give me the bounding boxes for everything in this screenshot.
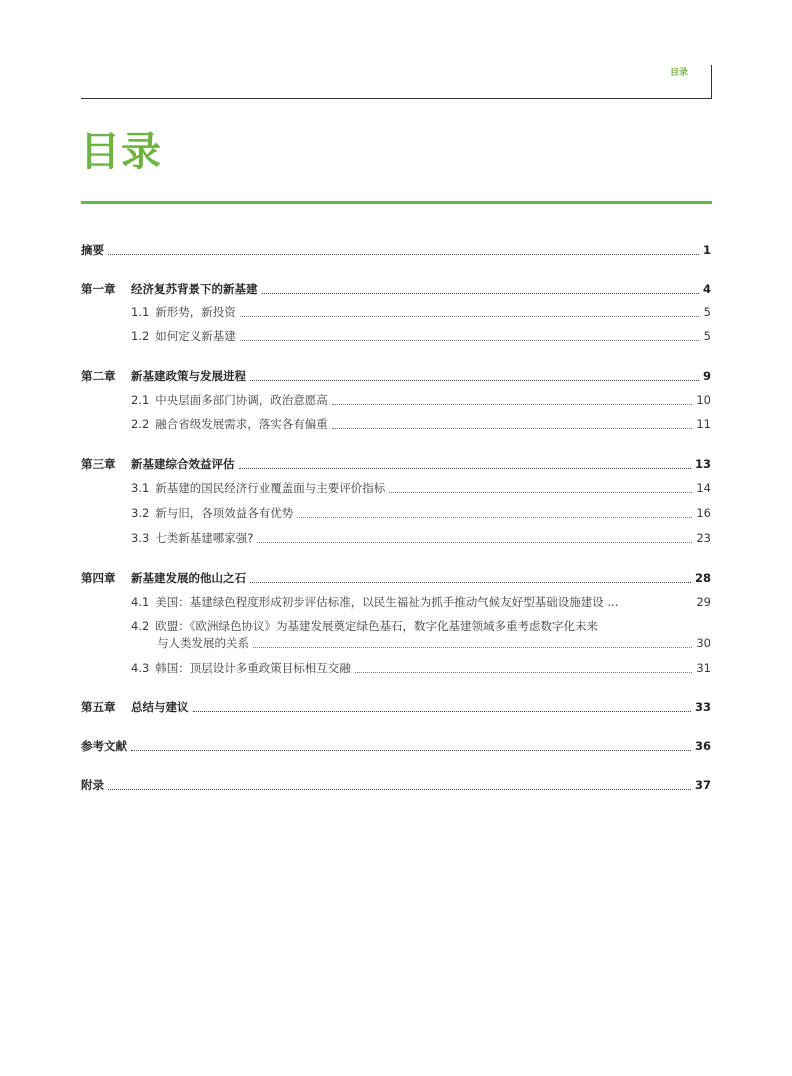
- toc-entry-section-2-2[interactable]: [131, 415, 711, 433]
- toc-entry-title: 附录: [81, 778, 104, 792]
- toc-entry-chapter-2[interactable]: [81, 367, 711, 385]
- section-number: 3.3: [131, 531, 150, 545]
- toc-page-number: 29: [696, 595, 711, 609]
- dot-leader: [389, 491, 692, 493]
- toc-page-number: 30: [696, 636, 711, 650]
- header-vertical-rule: [711, 65, 712, 99]
- section-number: 1.2: [131, 329, 150, 343]
- section-number: 2.2: [131, 417, 150, 431]
- toc-page-number: 5: [703, 305, 711, 319]
- section-number: 2.1: [131, 393, 150, 407]
- toc-entry-title: 新与旧，各项效益各有优势: [155, 506, 294, 520]
- chapter-number: 第四章: [81, 571, 116, 585]
- title-rule: [81, 201, 712, 204]
- toc-entry-title: 如何定义新基建: [155, 329, 236, 343]
- dot-leader: [297, 516, 692, 518]
- toc-page-number: 36: [694, 739, 711, 753]
- toc-entry-section-2-1[interactable]: [131, 391, 711, 409]
- toc-entry-title-continued: 与人类发展的关系: [157, 636, 249, 650]
- toc-entry-title: 新基建发展的他山之石: [131, 571, 246, 585]
- toc-page-number: 31: [696, 661, 711, 675]
- toc-entry-section-4-1[interactable]: [131, 593, 711, 611]
- toc-page-number: 10: [696, 393, 711, 407]
- section-number: 3.2: [131, 506, 150, 520]
- toc-entry-title: 美国：基建绿色程度形成初步评估标准，以民生福祉为抓手推动气候友好型基础设施建设 ...: [155, 595, 619, 609]
- page-title: 目录: [80, 129, 162, 175]
- dot-leader: [257, 541, 692, 543]
- toc-page-number: 5: [703, 329, 711, 343]
- toc-entry-title: 欧盟：《欧洲绿色协议》为基建发展奠定绿色基石，数字化基建领域多重考虑数字化未来: [155, 619, 599, 633]
- chapter-number: 第一章: [81, 282, 116, 296]
- toc-page-number: 1: [702, 243, 711, 257]
- running-header: 目录: [669, 68, 688, 78]
- dot-leader: [253, 646, 692, 648]
- toc-page-number: 14: [696, 481, 711, 495]
- chapter-number: 第二章: [81, 369, 116, 383]
- toc-entry-abstract[interactable]: [81, 241, 711, 259]
- toc-page-number: 13: [694, 457, 711, 471]
- toc-entry-title: 总结与建议: [131, 700, 189, 714]
- toc-entry-section-3-2[interactable]: [131, 504, 711, 522]
- dot-leader: [250, 379, 699, 381]
- toc-entry-title: 摘要: [81, 243, 104, 257]
- toc-entry-section-1-1[interactable]: [131, 303, 711, 321]
- toc-page-number: 33: [694, 700, 711, 714]
- dot-leader: [193, 710, 691, 712]
- chapter-number: 第三章: [81, 457, 116, 471]
- toc-entry-section-3-1[interactable]: [131, 479, 711, 497]
- toc-entry-section-3-3[interactable]: [131, 529, 711, 547]
- toc-entry-appendix[interactable]: [81, 776, 711, 794]
- toc-page-number: 37: [694, 778, 711, 792]
- dot-leader: [332, 403, 693, 405]
- dot-leader: [262, 292, 699, 294]
- toc-entry-title: 新形势，新投资: [155, 305, 236, 319]
- dot-leader: [240, 315, 699, 317]
- toc-entry-chapter-1[interactable]: [81, 280, 711, 298]
- toc-page-number: 4: [702, 282, 711, 296]
- toc-entry-title: 新基建的国民经济行业覆盖面与主要评价指标: [155, 481, 386, 495]
- toc-entry-section-4-2-continuation[interactable]: [157, 634, 711, 652]
- toc-entry-title: 新基建政策与发展进程: [131, 369, 246, 383]
- toc-entry-title: 韩国：顶层设计多重政策目标相互交融: [155, 661, 351, 675]
- section-number: 3.1: [131, 481, 150, 495]
- toc-entry-references[interactable]: [81, 737, 711, 755]
- dot-leader: [108, 253, 699, 255]
- toc-page-number: 28: [694, 571, 711, 585]
- header-rule: [81, 98, 712, 99]
- section-number: 4.3: [131, 661, 150, 675]
- dot-leader: [240, 339, 699, 341]
- dot-leader: [239, 467, 691, 469]
- toc-entry-chapter-5[interactable]: [81, 698, 711, 716]
- toc-entry-section-4-3[interactable]: [131, 659, 711, 677]
- chapter-number: 第五章: [81, 700, 116, 714]
- toc-entry-title: 新基建综合效益评估: [131, 457, 235, 471]
- toc-entry-title: 经济复苏背景下的新基建: [131, 282, 258, 296]
- section-number: 1.1: [131, 305, 150, 319]
- toc-entry-title: 七类新基建哪家强?: [155, 531, 254, 545]
- toc-entry-title: 融合省级发展需求，落实各有偏重: [155, 417, 328, 431]
- toc-page-number: 11: [696, 417, 711, 431]
- dot-leader: [250, 581, 691, 583]
- toc-entry-chapter-4[interactable]: [81, 569, 711, 587]
- toc-entry-section-4-2[interactable]: [131, 617, 711, 635]
- toc-page-number: 23: [696, 531, 711, 545]
- dot-leader: [355, 671, 693, 673]
- toc-entry-section-1-2[interactable]: [131, 327, 711, 345]
- toc-entry-chapter-3[interactable]: [81, 455, 711, 473]
- dot-leader: [108, 788, 691, 790]
- toc-page-number: 9: [702, 369, 711, 383]
- section-number: 4.1: [131, 595, 150, 609]
- dot-leader: [131, 749, 691, 751]
- toc-entry-title: 中央层面多部门协调，政治意愿高: [155, 393, 328, 407]
- dot-leader: [332, 427, 693, 429]
- toc-entry-title: 参考文献: [81, 739, 127, 753]
- toc-page-number: 16: [696, 506, 711, 520]
- section-number: 4.2: [131, 619, 150, 633]
